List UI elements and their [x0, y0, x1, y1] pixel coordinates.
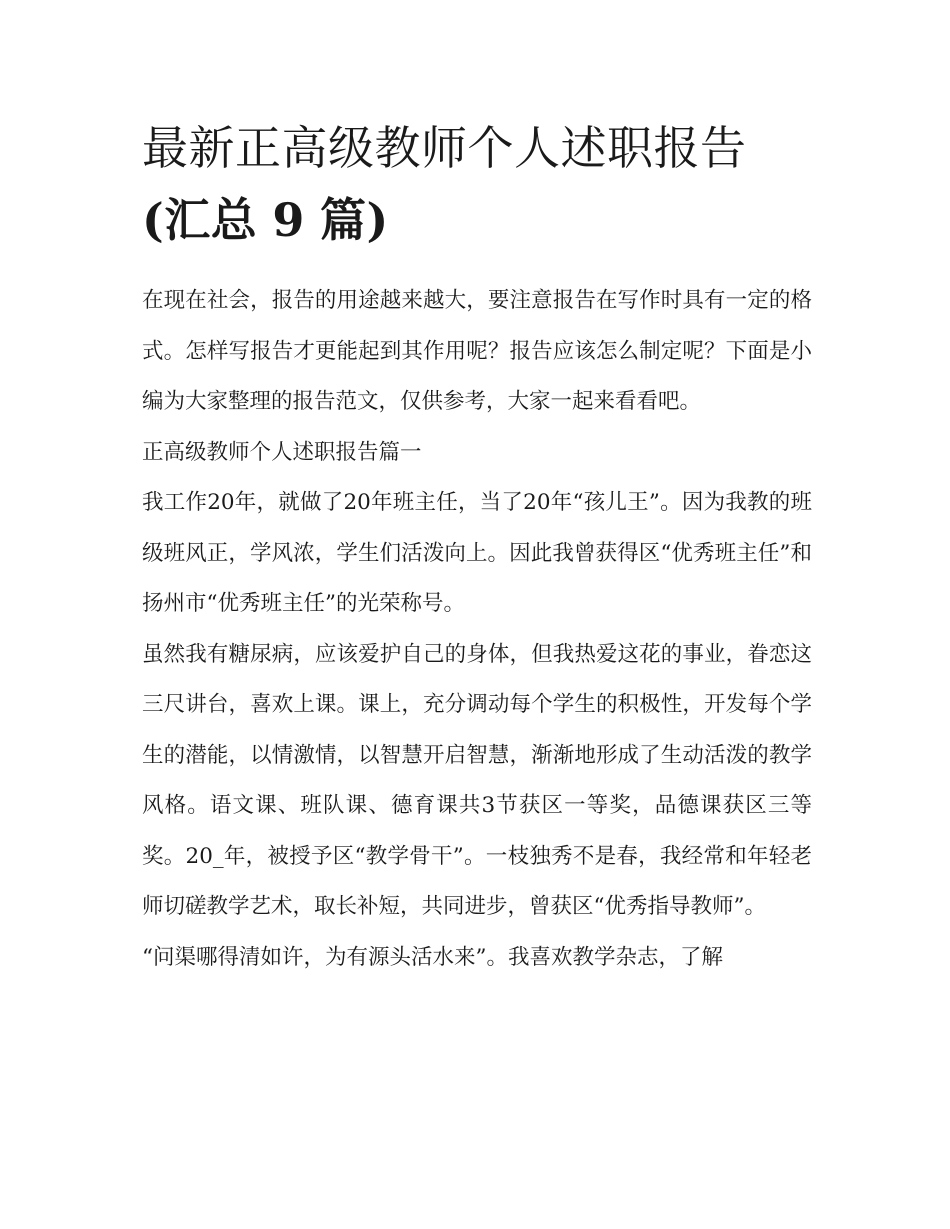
section-heading: 正高级教师个人述职报告篇一	[142, 439, 422, 465]
body-paragraph: “问渠哪得清如许，为有源头活水来”。我喜欢教学杂志，了解	[142, 944, 723, 970]
title-line-2-number: 9	[272, 193, 305, 247]
body-paragraph: 我工作20年，就做了20年班主任，当了20年“孩儿王”。因为我教的班级班风正，学风浓，学生们活泼向上。因此我曾获得区“优秀班主任”和扬州市“优秀班主任”的光荣称号。	[142, 490, 812, 616]
document-page	[142, 112, 812, 983]
document-body	[142, 276, 812, 983]
body-paragraph: 虽然我有糖尿病，应该爱护自己的身体，但我热爱这花的事业，眷恋这三尺讲台，喜欢上课。课上，充分调动每个学生的积极性，开发每个学生的潜能，以情激情，以智慧开启智慧，渐渐地形成了生动活泼的教学风格。语文课、班队课、德育课共3节获区一等奖，品德课获区三等奖。20_年，被授予区“教学骨干”。一枝独秀不是春，我经常和年轻老师切磋教学艺术，取长补短，共同进步，曾获区“优秀指导教师”。	[142, 641, 812, 919]
intro-paragraph: 在现在社会，报告的用途越来越大，要注意报告在写作时具有一定的格式。怎样写报告才更能起到其作用呢？报告应该怎么制定呢？下面是小编为大家整理的报告范文，仅供参考，大家一起来看看吧。	[142, 288, 812, 414]
title-line-1: 最新正高级教师个人述职报告	[142, 121, 747, 175]
document-title	[142, 112, 812, 256]
title-line-2-open: (汇总	[142, 193, 258, 247]
title-line-2-close: 篇)	[320, 193, 389, 247]
